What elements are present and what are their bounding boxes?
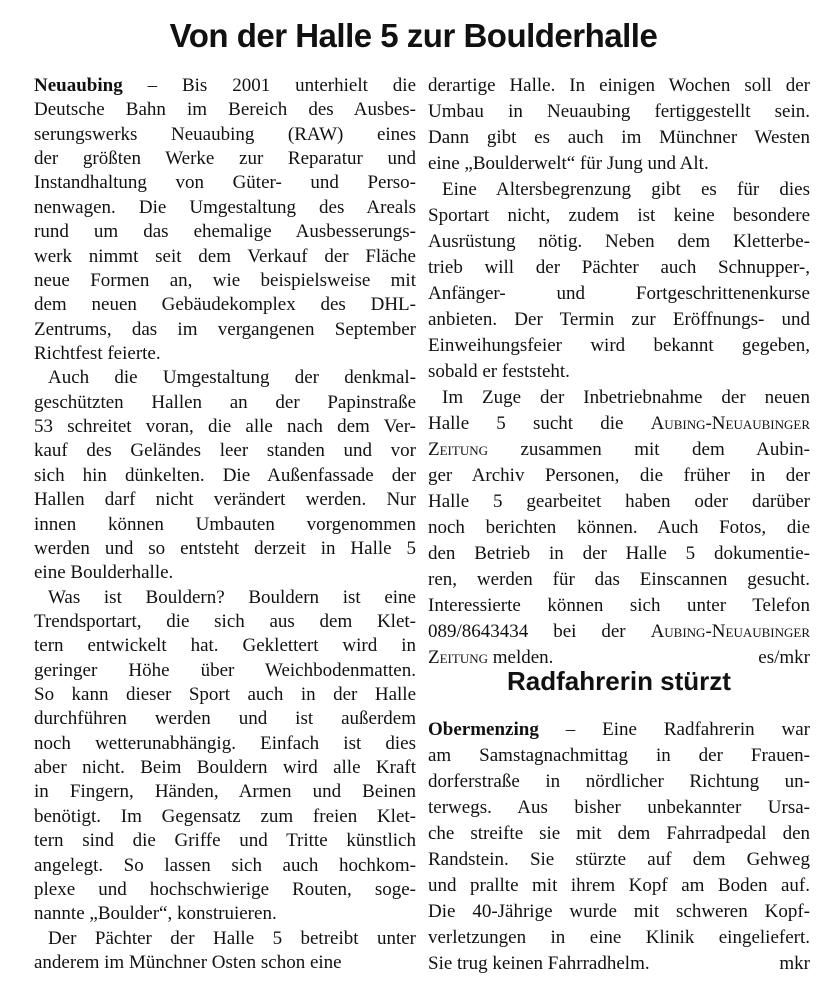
article-line bbox=[34, 73, 416, 99]
article-line: der größten Werke zur Reparatur und bbox=[34, 148, 416, 169]
article-line: Instandhaltung von Güter- und Perso- bbox=[34, 172, 416, 193]
article-line: 53 schreitet voran, die alle nach dem Ver- bbox=[34, 416, 416, 437]
article-line: aber nicht. Beim Bouldern wird alle Kraft bbox=[34, 757, 416, 778]
article-line: terwegs. Aus bisher unbekannter Ursa- bbox=[428, 797, 810, 818]
article-line: Interessierte können sich unter Telefon bbox=[428, 595, 810, 616]
line-text: Sie trug keinen Fahrradhelm. bbox=[428, 953, 650, 974]
article-line: werden und so entsteht derzeit in Halle 5 bbox=[34, 538, 416, 559]
article-line: Im Zuge der Inbetriebnahme der neuen bbox=[442, 387, 810, 408]
newspaper-name: Aubing-Neuaubinger bbox=[650, 621, 810, 642]
article-line: noch berichten können. Auch Fotos, die bbox=[428, 517, 810, 538]
article-line: anderem im Münchner Osten schon eine bbox=[34, 952, 342, 973]
article-line: plexe und hochschwierige Routen, soge- bbox=[34, 879, 416, 900]
article-line: nenwagen. Die Umgestaltung des Areals bbox=[34, 197, 416, 218]
article-line: und prallte mit ihrem Kopf am Boden auf. bbox=[428, 875, 810, 896]
article-line bbox=[428, 437, 810, 463]
article-line: Trendsportart, die sich aus dem Klet- bbox=[34, 611, 416, 632]
article-line: Zentrums, das im vergangenen September bbox=[34, 319, 416, 340]
article-line: tern entwickelt hat. Geklettert wird in bbox=[34, 635, 416, 656]
newspaper-name: Zeitung bbox=[428, 647, 488, 668]
article-line: sich hin dünkelten. Die Außenfassade der bbox=[34, 465, 416, 486]
article-line: Auch die Umgestaltung der denkmal- bbox=[48, 367, 416, 388]
article-line: Anfänger- und Fortgeschrittenenkurse bbox=[428, 283, 810, 304]
article-line: in Fingern, Händen, Armen und Beinen bbox=[34, 781, 416, 802]
article-line: derartige Halle. In einigen Wochen soll der bbox=[428, 75, 810, 96]
article-line: geschützten Hallen an der Papinstraße bbox=[34, 392, 416, 413]
article-line: sobald er feststeht. bbox=[428, 361, 570, 382]
line-text: zusammen mit dem Aubin- bbox=[520, 439, 810, 460]
line-text: 089/8643434 bei der bbox=[428, 621, 626, 642]
article-line: Sportart nicht, zudem ist keine besondere bbox=[428, 205, 810, 226]
article-line: angelegt. So lassen sich auch hochkom- bbox=[34, 855, 416, 876]
article-line: Dann gibt es auch im Münchner Westen bbox=[428, 127, 810, 148]
article-line: dorferstraße in nördlicher Richtung un- bbox=[428, 771, 810, 792]
article-headline: Von der Halle 5 zur Boulderhalle bbox=[169, 17, 658, 54]
author-signature: es/mkr bbox=[758, 647, 810, 668]
article-line: Randstein. Sie stürzte auf dem Gehweg bbox=[428, 849, 810, 870]
line-text: melden. bbox=[492, 647, 554, 668]
dateline: Neuaubing bbox=[34, 75, 123, 96]
article-line: durchführen werden und ist außerdem bbox=[34, 708, 416, 729]
article-line: Umbau in Neuaubing fertiggestellt sein. bbox=[428, 101, 810, 122]
article-line: Richtfest feierte. bbox=[34, 343, 161, 364]
article-line: innen können Umbauten vorgenommen bbox=[34, 514, 416, 535]
article-line bbox=[428, 411, 810, 437]
article-line: kauf des Geländes leer standen und vor bbox=[34, 440, 416, 461]
article-line: den Betrieb in der Halle 5 dokumentie- bbox=[428, 543, 810, 564]
article-line: benötigt. Im Gegensatz zum freien Klet- bbox=[34, 806, 416, 827]
article-headline-2: Radfahrerin stürzt bbox=[507, 666, 731, 696]
line-text: Halle 5 sucht die bbox=[428, 413, 624, 434]
article-line: dem neuen Gebäudekomplex des DHL- bbox=[34, 294, 416, 315]
article-line: So kann dieser Sport auch in der Halle bbox=[34, 684, 416, 705]
article-line bbox=[428, 619, 810, 645]
dateline: Obermenzing bbox=[428, 719, 539, 740]
article-line: Was ist Bouldern? Bouldern ist eine bbox=[48, 587, 416, 608]
article-line: nannte „Boulder“, konstruieren. bbox=[34, 903, 277, 924]
article-line: serungswerks Neuaubing (RAW) eines bbox=[34, 124, 416, 145]
article-line: anbieten. Der Termin zur Eröffnungs- und bbox=[428, 309, 810, 330]
article-line: che streifte sie mit dem Fahrradpedal den bbox=[428, 823, 810, 844]
line-text: – Eine Radfahrerin war bbox=[565, 719, 810, 740]
article-line: Deutsche Bahn im Bereich des Ausbes- bbox=[34, 99, 416, 120]
article-line: geringer Höhe über Weichbodenmatten. bbox=[34, 660, 416, 681]
article-line: trieb will der Pächter auch Schnupper-, bbox=[428, 257, 810, 278]
article-line: neue Formen an, wie beispielsweise mit bbox=[34, 270, 416, 291]
article-line bbox=[428, 717, 810, 743]
line-text: – Bis 2001 unterhielt die bbox=[147, 75, 416, 96]
author-signature: mkr bbox=[779, 953, 810, 974]
article-line bbox=[428, 951, 810, 977]
article-line: Die 40-Jährige wurde mit schweren Kopf- bbox=[428, 901, 810, 922]
article-line: Halle 5 gearbeitet haben oder darüber bbox=[428, 491, 810, 512]
article-line: werk nimmt seit dem Verkauf der Fläche bbox=[34, 246, 416, 267]
article-line: ren, werden für das Einscannen gesucht. bbox=[428, 569, 810, 590]
article-line: Ausrüstung nötig. Neben dem Kletterbe- bbox=[428, 231, 810, 252]
article-line: Der Pächter der Halle 5 betreibt unter bbox=[48, 928, 416, 949]
article-line: rund um das ehemalige Ausbesserungs- bbox=[34, 221, 416, 242]
article-line: Hallen darf nicht verändert werden. Nur bbox=[34, 489, 416, 510]
article-line: Einweihungsfeier wird bekannt gegeben, bbox=[428, 335, 810, 356]
article-line: noch wetterunabhängig. Einfach ist dies bbox=[34, 733, 416, 754]
article-line: eine „Boulderwelt“ für Jung und Alt. bbox=[428, 153, 709, 174]
article-line: tern sind die Griffe und Tritte künstlich bbox=[34, 830, 416, 851]
article-line: ger Archiv Personen, die früher in der bbox=[428, 465, 810, 486]
article-line: verletzungen in eine Klinik eingeliefert. bbox=[428, 927, 810, 948]
article-line: Eine Altersbegrenzung gibt es für dies bbox=[442, 179, 810, 200]
newspaper-name: Aubing-Neuaubinger bbox=[650, 413, 810, 434]
article-line: eine Boulderhalle. bbox=[34, 562, 174, 583]
newspaper-name: Zeitung bbox=[428, 439, 488, 460]
article-line: am Samstagnachmittag in der Frauen- bbox=[428, 745, 810, 766]
